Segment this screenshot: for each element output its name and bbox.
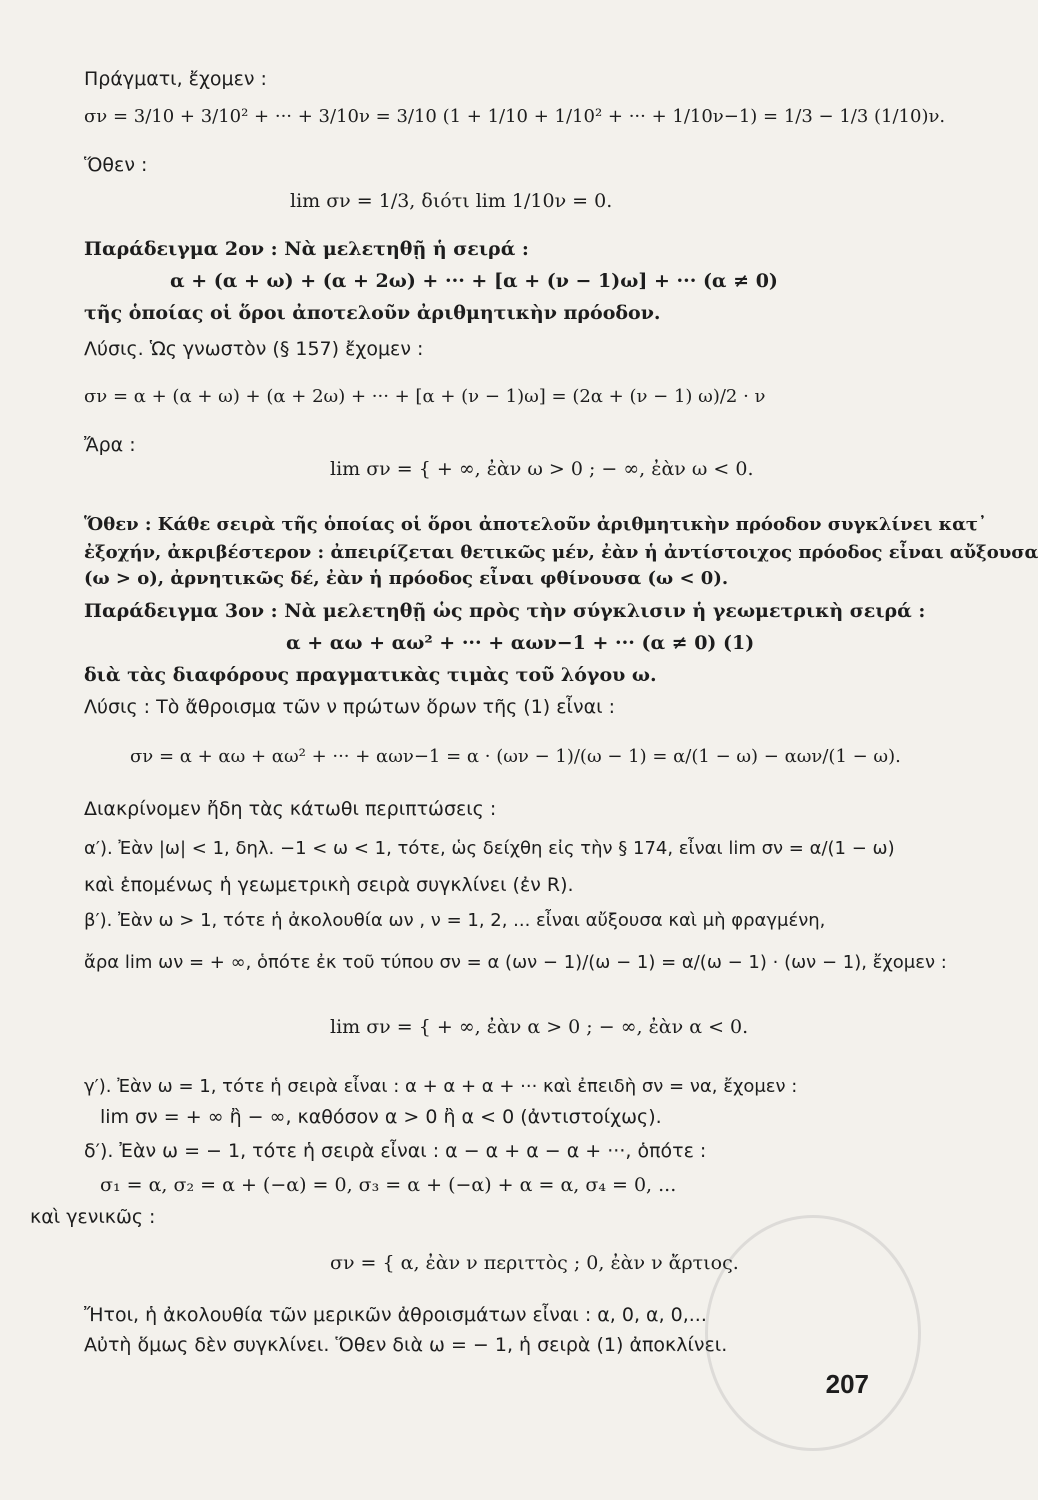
- equation-geometric-sum: σν = α + αω + αω² + ··· + αων−1 = α · (ων − 1)/(ω − 1) = α/(1 − ω) − αων/(1 − ω).: [130, 746, 901, 767]
- equation-arithmetic-series: α + (α + ω) + (α + 2ω) + ··· + [α + (ν − 1)ω] + ··· (α ≠ 0): [170, 270, 778, 292]
- equation-partial-sums: σ₁ = α, σ₂ = α + (−α) = 0, σ₃ = α + (−α) + α = α, σ₄ = 0, ...: [100, 1174, 677, 1196]
- equation-arithmetic-sum: σν = α + (α + ω) + (α + 2ω) + ··· + [α + (ν − 1)ω] = (2α + (ν − 1) ω)/2 · ν: [84, 386, 766, 407]
- equation-limit: lim σν = 1/3, διότι lim 1/10ν = 0.: [290, 190, 613, 212]
- equation-sigma-sum: σν = 3/10 + 3/10² + ··· + 3/10ν = 3/10 (1 + 1/10 + 1/10² + ··· + 1/10ν−1) = 1/3 − 1/3 (1/10)ν.: [84, 106, 946, 127]
- text-line: Ὅθεν : Κάθε σειρὰ τῆς ὁποίας οἱ ὅροι ἀποτελοῦν ἀριθμητικὴν πρόοδον συγκλίνει κατ᾽: [84, 514, 988, 535]
- page-number: 207: [825, 1369, 869, 1399]
- equation-geometric-series: α + αω + αω² + ··· + αων−1 + ··· (α ≠ 0) (1): [286, 632, 755, 654]
- case-delta: δ′). Ἐὰν ω = − 1, τότε ἡ σειρὰ εἶναι : α − α + α − α + ···, ὁπότε :: [84, 1140, 707, 1162]
- text-line: Ἄρα :: [84, 434, 136, 456]
- equation-limit: lim σν = + ∞ ἢ − ∞, καθόσον α > 0 ἢ α < 0 (ἀντιστοίχως).: [100, 1106, 662, 1128]
- text-line: (ω > ο), ἀρνητικῶς δέ, ἐὰν ἡ πρόοδος εἶναι φθίνουσα (ω < 0).: [84, 568, 729, 589]
- text-line: Διακρίνομεν ἤδη τὰς κάτωθι περιπτώσεις :: [84, 798, 497, 820]
- text-line: Αὐτὴ ὅμως δὲν συγκλίνει. Ὅθεν διὰ ω = − 1, ἡ σειρὰ (1) ἀποκλίνει.: [84, 1334, 728, 1356]
- text-line: διὰ τὰς διαφόρους πραγματικὰς τιμὰς τοῦ λόγου ω.: [84, 664, 657, 686]
- text-line: Ὅθεν :: [84, 154, 148, 176]
- solution-line: Λύσις. Ὡς γνωστὸν (§ 157) ἔχομεν :: [84, 338, 424, 360]
- equation-parity-cases: σν = { α, ἐὰν ν περιττὸς ; 0, ἐὰν ν ἄρτιος.: [330, 1252, 739, 1274]
- text-line: ἐξοχήν, ἀκριβέστερον : ἀπειρίζεται θετικῶς μέν, ἐὰν ἡ ἀντίστοιχος πρόοδος εἶναι αὔξουσα: [84, 542, 1038, 563]
- case-alpha: α′). Ἐὰν |ω| < 1, δηλ. −1 < ω < 1, τότε, ὡς δείχθη εἰς τὴν § 174, εἶναι lim σν = α/(1 − ω): [84, 838, 895, 859]
- case-gamma: γ′). Ἐὰν ω = 1, τότε ἡ σειρὰ εἶναι : α + α + α + ··· καὶ ἐπειδὴ σν = να, ἔχομεν :: [84, 1076, 798, 1097]
- equation-limit-cases: lim σν = { + ∞, ἐὰν ω > 0 ; − ∞, ἐὰν ω < 0.: [330, 458, 754, 480]
- example-heading: Παράδειγμα 3ον : Νὰ μελετηθῇ ὡς πρὸς τὴν σύγκλισιν ἡ γεωμετρικὴ σειρά :: [84, 600, 926, 622]
- equation-limit-omega: ἄρα lim ων = + ∞, ὁπότε ἐκ τοῦ τύπου σν = α (ων − 1)/(ω − 1) = α/(ω − 1) · (ων − 1), ἔχομεν :: [84, 952, 947, 973]
- text-line: καὶ ἑπομένως ἡ γεωμετρικὴ σειρὰ συγκλίνει (ἐν R).: [84, 874, 574, 896]
- text-line: τῆς ὁποίας οἱ ὅροι ἀποτελοῦν ἀριθμητικὴν πρόοδον.: [84, 302, 661, 324]
- text-line: Πράγματι, ἔχομεν :: [84, 68, 267, 90]
- case-beta: β′). Ἐὰν ω > 1, τότε ἡ ἀκολουθία ων , ν = 1, 2, ... εἶναι αὔξουσα καὶ μὴ φραγμένη,: [84, 910, 826, 931]
- example-heading: Παράδειγμα 2ον : Νὰ μελετηθῇ ἡ σειρά :: [84, 238, 529, 260]
- equation-limit-cases: lim σν = { + ∞, ἐὰν α > 0 ; − ∞, ἐὰν α < 0.: [330, 1016, 749, 1038]
- text-line: καὶ γενικῶς :: [30, 1206, 156, 1228]
- library-stamp: [705, 1215, 921, 1451]
- solution-line: Λύσις : Τὸ ἄθροισμα τῶν ν πρώτων ὅρων τῆς (1) εἶναι :: [84, 696, 615, 718]
- text-line: Ἤτοι, ἡ ἀκολουθία τῶν μερικῶν ἀθροισμάτων εἶναι : α, 0, α, 0,...: [84, 1304, 707, 1326]
